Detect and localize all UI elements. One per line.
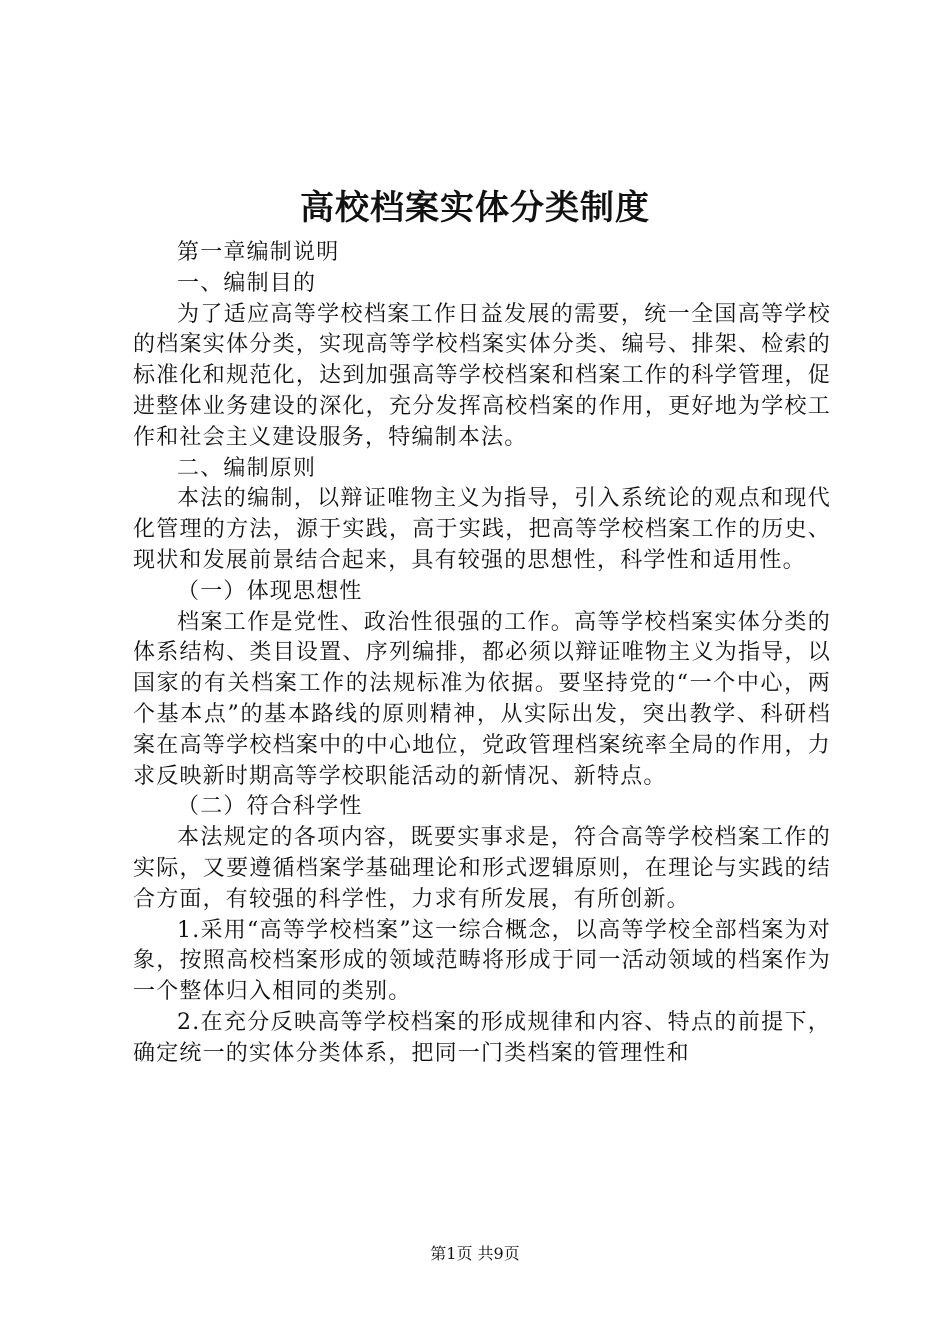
- document-body: [133, 238, 831, 1070]
- body-paragraph: 本法的编制，以辩证唯物主义为指导，引入系统论的观点和现代化管理的方法，源于实践，高于实践，把高等学校档案工作的历史、现状和发展前景结合起来，具有较强的思想性，科学性和适用性。: [133, 486, 831, 573]
- subsection-heading: （一）体现思想性: [177, 578, 363, 604]
- section-heading: 一、编制目的: [177, 270, 317, 296]
- page-number: 第1页 共9页: [430, 1244, 520, 1263]
- document-title: 高校档案实体分类制度: [300, 188, 650, 228]
- chapter-heading: 第一章编制说明: [177, 240, 340, 265]
- body-paragraph: 档案工作是党性、政治性很强的工作。高等学校档案实体分类的体系结构、类目设置、序列编排，都必须以辩证唯物主义为指导，以国家的有关档案工作的法规标准为依据。要坚持党的“一个中心，两个基本点”的基本路线的原则精神，从实际出发，突出教学、科研档案在高等学校档案中的中心地位，党政管理档案统率全局的作用，力求反映新时期高等学校职能活动的新情况、新特点。: [133, 609, 831, 789]
- numbered-paragraph: 2.在充分反映高等学校档案的形成规律和内容、特点的前提下，确定统一的实体分类体系，把同一门类档案的管理性和: [133, 1009, 831, 1066]
- body-paragraph: 本法规定的各项内容，既要实事求是，符合高等学校档案工作的实际，又要遵循档案学基础理论和形式逻辑原则，在理论与实践的结合方面，有较强的科学性，力求有所发展，有所创新。: [133, 825, 831, 912]
- section-heading: 二、编制原则: [177, 455, 317, 481]
- subsection-heading: （二）符合科学性: [177, 794, 363, 820]
- numbered-paragraph: 1.采用“高等学校档案”这一综合概念，以高等学校全部档案为对象，按照高校档案形成的领域范畴将形成于同一活动领域的档案作为一个整体归入相同的类别。: [133, 917, 831, 1005]
- body-paragraph: 为了适应高等学校档案工作日益发展的需要，统一全国高等学校的档案实体分类，实现高等学校档案实体分类、编号、排架、检索的标准化和规范化，达到加强高等学校档案和档案工作的科学管理，促进整体业务建设的深化，充分发挥高校档案的作用，更好地为学校工作和社会主义建设服务，特编制本法。: [133, 301, 831, 450]
